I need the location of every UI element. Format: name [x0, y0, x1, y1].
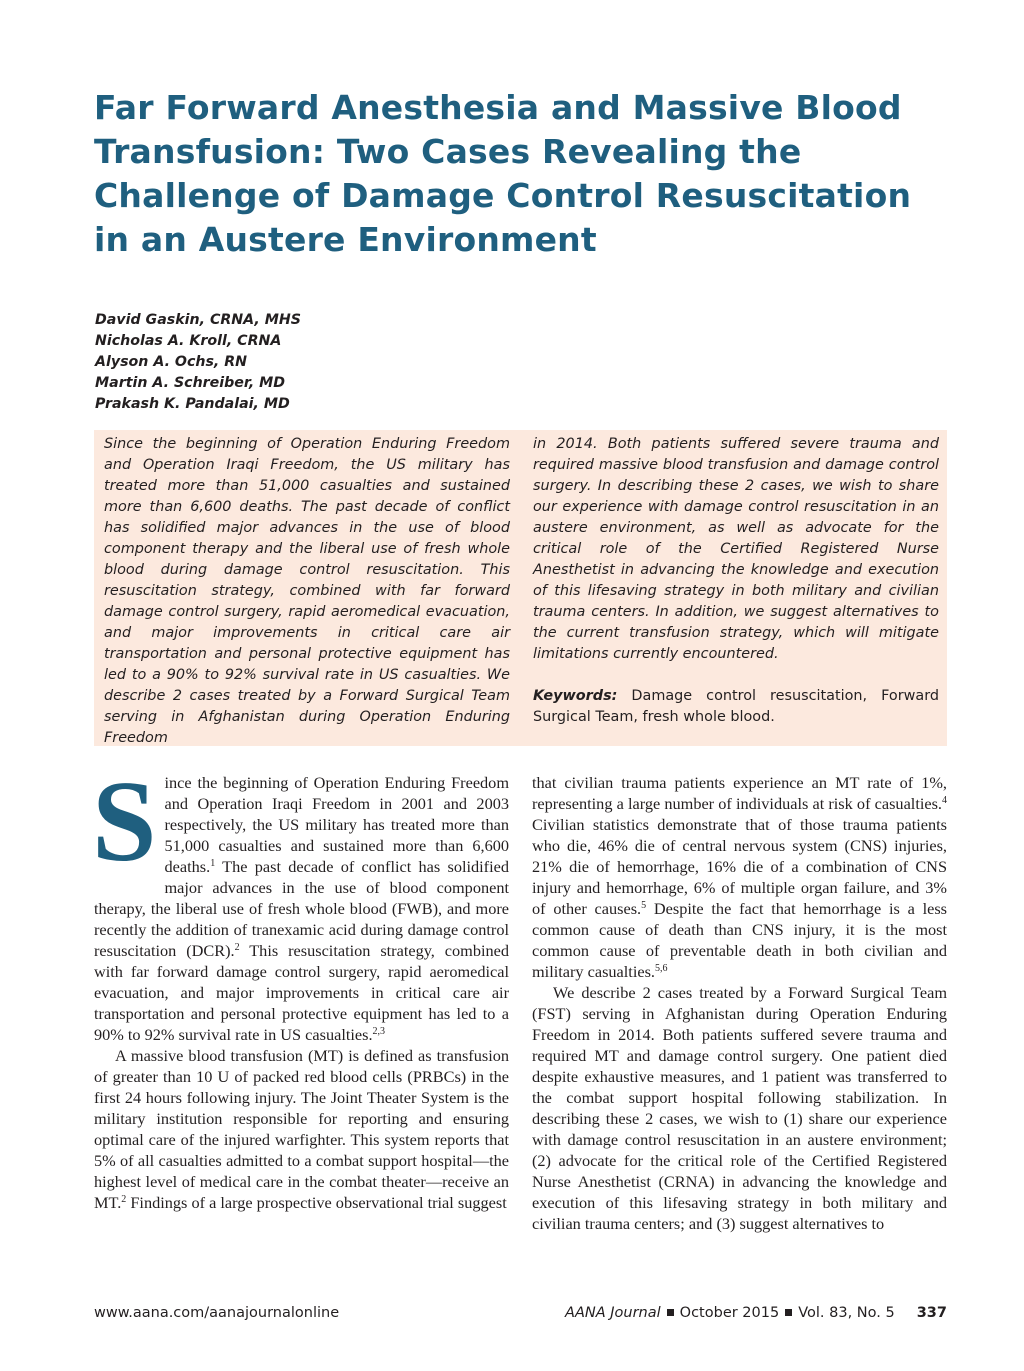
keywords-label: Keywords:: [533, 688, 618, 704]
body-paragraph: We describe 2 cases treated by a Forward Surgical Team (FST) serving in Afghanistan during Operation Enduring Freedom in 2014. Both patients suffered severe trauma and required MT and damage control surgery. One patient died despite exhaustive measures, and 1 patient was transferred to the combat support hospital following stabilization. In describing these 2 cases, we wish to (1) share our experience with damage control resuscitation in an austere environment; (2) advocate for the critical role of the Certified Registered Nurse Anesthetist (CRNA) in advancing the knowledge and execution of this lifesaving strategy in both military and civilian trauma centers; and (3) suggest alternatives to: [532, 983, 947, 1233]
citation: 2,3: [372, 1026, 386, 1037]
separator-square-icon: [785, 1309, 792, 1316]
body-right-column: [532, 772, 947, 1234]
author-list: [95, 310, 301, 415]
citation: 1: [210, 858, 216, 869]
separator-square-icon: [667, 1309, 674, 1316]
abstract-right-text: in 2014. Both patients suffered severe trauma and required massive blood transfusion and damage control surgery. In describing these 2 cases, we wish to share our experience with damage control resuscitation in an austere environment, as well as advocate for the critical role of the Certified Registered Nurse Anesthetist in advancing the knowledge and execution of this lifesaving strategy in both military and civilian trauma centers. In addition, we suggest alternatives to the current transfusion strategy, which will mitigate limitations currently encountered.: [533, 436, 939, 662]
citation: 2: [121, 1194, 127, 1205]
abstract-box: [94, 430, 947, 746]
journal-info: [565, 1305, 947, 1321]
page-number: 337: [916, 1305, 947, 1321]
abstract-right-column: [533, 434, 939, 728]
body-left-column: [92, 758, 509, 1213]
page-footer: [94, 1305, 947, 1327]
volume-number: Vol. 83, No. 5: [798, 1305, 895, 1321]
author-name: David Gaskin, CRNA, MHS: [95, 312, 301, 328]
drop-cap: S: [92, 758, 157, 886]
author-name: Martin A. Schreiber, MD: [95, 375, 286, 391]
journal-name: AANA Journal: [565, 1305, 661, 1321]
body-paragraph: A massive blood transfusion (MT) is defined as transfusion of greater than 10 U of packed red blood cells (PRBCs) in the first 24 hours following injury. The Joint Theater System is the military institution responsible for reporting and ensuring optimal care of the injured warfighter. This system reports that 5% of all casualties admitted to a combat support hospital—the highest level of medical care in the combat theater—receive an MT.$^2$ Findings of a large prospective observational trial suggest: [94, 1046, 509, 1212]
citation: 5: [641, 900, 647, 911]
keywords: [533, 686, 939, 728]
author-name: Prakash K. Pandalai, MD: [95, 396, 290, 412]
author-name: Alyson A. Ochs, RN: [95, 354, 248, 370]
journal-url[interactable]: www.aana.com/aanajournalonline: [94, 1305, 340, 1321]
article-title: Far Forward Anesthesia and Massive Blood Transfusion: Two Cases Revealing the Challenge of Damage Control Resuscitation in an Austere Environment: [94, 88, 912, 259]
issue-date: October 2015: [679, 1305, 780, 1321]
citation: 2: [234, 942, 240, 953]
keywords-text: Damage control resuscitation, Forward Surgical Team, fresh whole blood.: [533, 688, 939, 725]
abstract-left-column: Since the beginning of Operation Enduring Freedom and Operation Iraqi Freedom, the US military has treated more than 51,000 casualties and sustained more than 6,600 deaths. The past decade of conflict has solidified major advances in the use of blood component therapy and the liberal use of fresh whole blood during damage control resuscitation. This resuscitation strategy, combined with far forward damage control surgery, rapid aeromedical evacuation, and major improvements in critical care air transportation and personal protective equipment has led to a 90% to 92% survival rate in US casualties. We describe 2 cases treated by a Forward Surgical Team serving in Afghanistan during Operation Enduring Freedom: [104, 436, 510, 746]
citation: 5,6: [654, 963, 668, 974]
author-name: Nicholas A. Kroll, CRNA: [95, 333, 282, 349]
citation: 4: [942, 795, 947, 806]
body-paragraph: Since the beginning of Operation Enduring Freedom and Operation Iraqi Freedom in 2001 and 2003 respectively, the US military has treated more than 51,000 casualties and sustained more than 6,600 deaths.$^1$ The past decade of conflict has solidified major advances in the use of blood component therapy, the liberal use of fresh whole blood (FWB), and more recently the addition of tranexamic acid during damage control resuscitation (DCR).$^2$ This resuscitation strategy, combined with far forward damage control surgery, rapid aeromedical evacuation, and major improvements in critical care air transportation and personal protective equipment has led to a 90% to 92% survival rate in US casualties.$^{2,3}$: [92, 758, 509, 1044]
body-paragraph: that civilian trauma patients experience an MT rate of 1%, representing a large number of individuals at risk of casualties.$^4$ Civilian statistics demonstrate that of those trauma patients who die, 46% die of central nervous system (CNS) injuries, 21% die of hemorrhage, 16% die of a combination of CNS injury and hemorrhage, 6% of multiple organ failure, and 3% of other causes.$^5$ Despite the fact that hemorrhage is a less common cause of death than CNS injury, it is the most common cause of preventable death in both civilian and military casualties.$^{5,6}$: [532, 773, 947, 981]
